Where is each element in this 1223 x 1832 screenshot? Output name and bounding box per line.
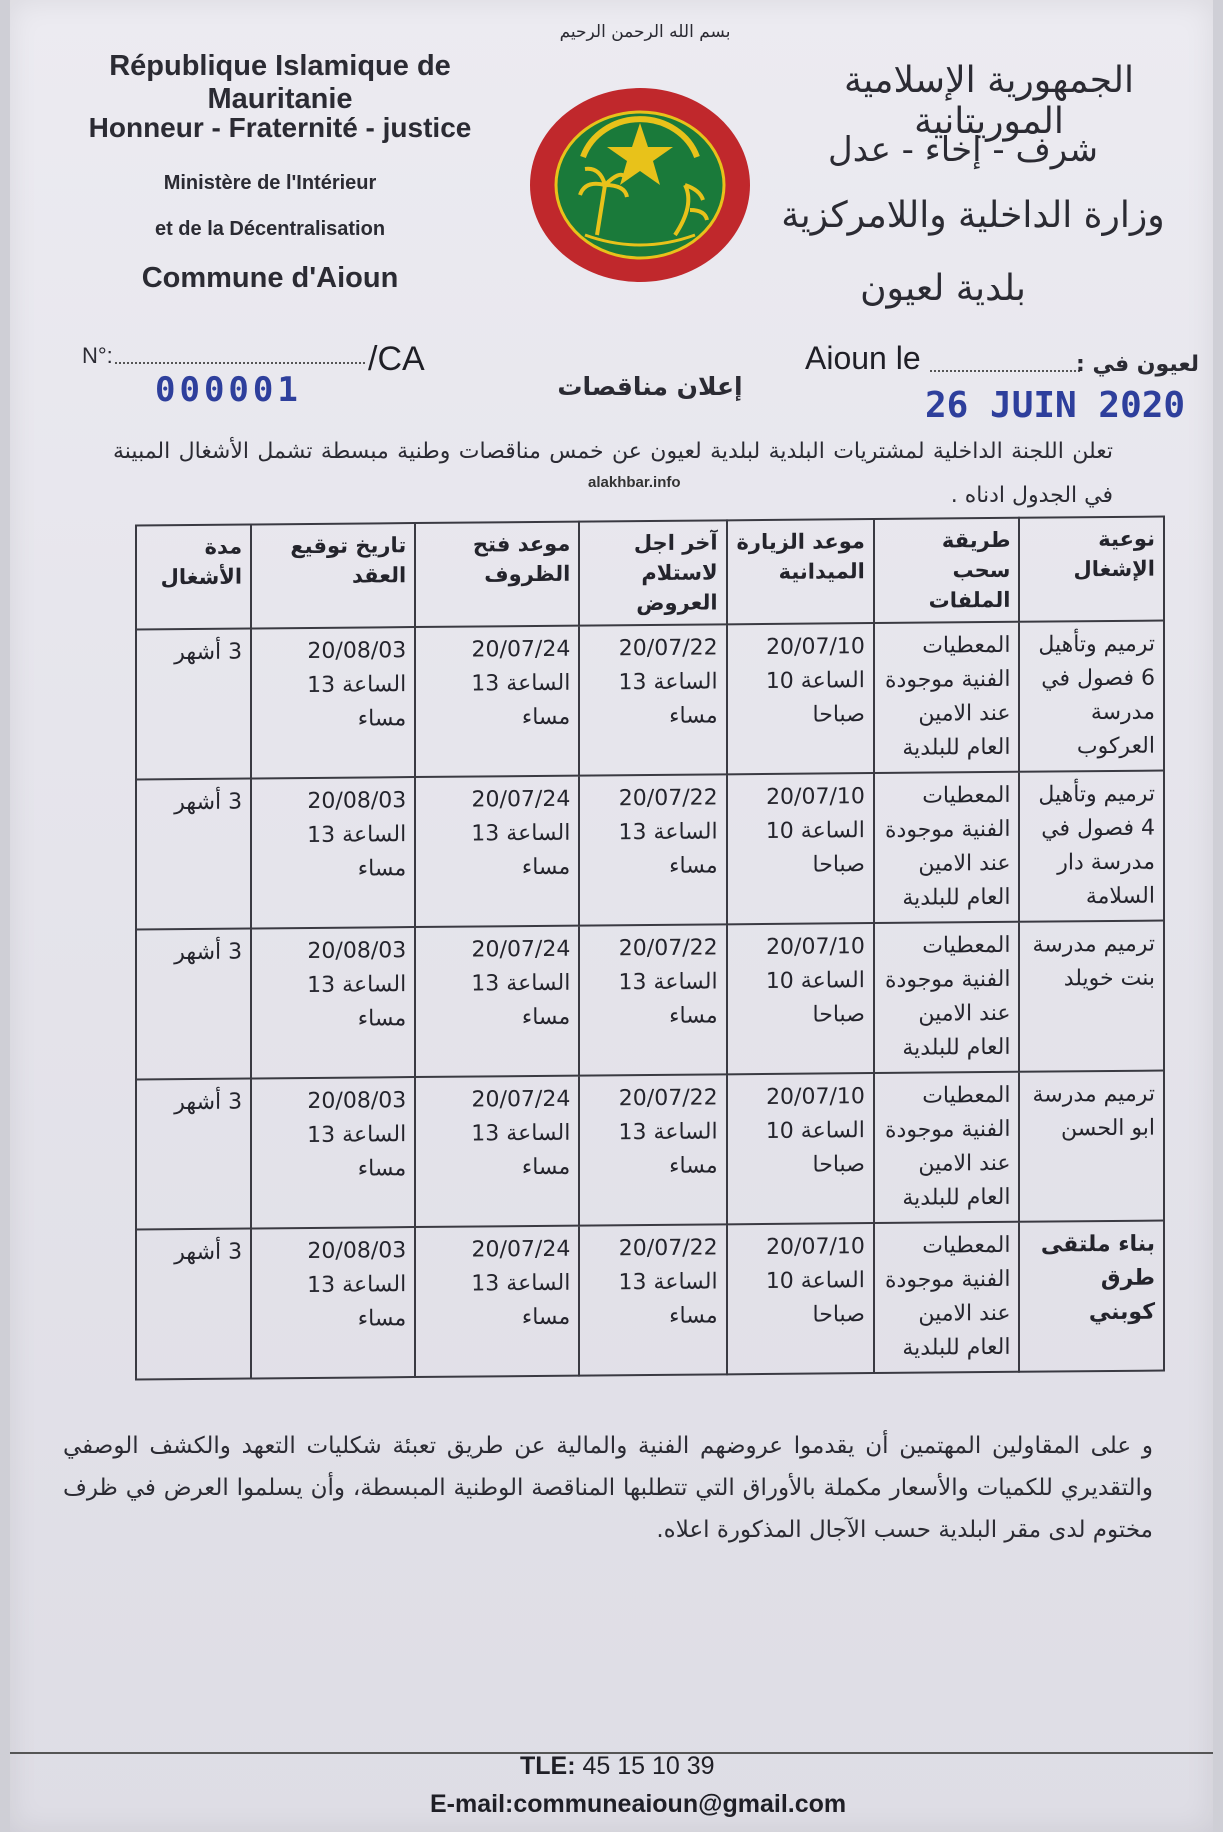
cell-work-duration: 3 أشهر	[136, 778, 251, 929]
phone-label: TLE:	[520, 1752, 576, 1780]
cell-site-visit: 20/07/10 الساعة 10 صباحا	[727, 1073, 874, 1224]
cell-site-visit: 20/07/10 الساعة 10 صباحا	[727, 923, 874, 1074]
national-seal-icon	[525, 85, 755, 285]
cell-site-visit: 20/07/10 الساعة 10 صباحا	[727, 1223, 874, 1374]
document-page	[10, 0, 1213, 1832]
cell-submission-deadline: 20/07/22 الساعة 13 مساء	[579, 774, 726, 925]
place-label-ar: لعيون في :	[1075, 352, 1199, 377]
table-header-row	[136, 517, 1164, 630]
cell-envelope-opening: 20/07/24 الساعة 13 مساء	[415, 926, 579, 1077]
header-work-duration: مدة الأشغال	[136, 524, 251, 629]
cell-contract-signing: 20/08/03 الساعة 13 مساء	[251, 1077, 415, 1228]
cell-site-visit: 20/07/10 الساعة 10 صباحا	[727, 623, 874, 774]
cell-work-type: بناء ملتقى طرق كوبني	[1019, 1221, 1164, 1372]
cell-work-type: ترميم مدرسة بنت خويلد	[1019, 921, 1164, 1072]
cell-file-method: المعطيات الفنية موجودة عند الامين العام للبلدية	[874, 1072, 1020, 1223]
intro-paragraph: تعلن اللجنة الداخلية لمشتريات البلدية لبلدية لعيون عن خمس مناقصات وطنية مبسطة تشمل الأشغال المبينة في الجدول ادناه .	[113, 439, 1113, 508]
ar-country-name: الجمهورية الإسلامية الموريتانية	[844, 60, 1134, 142]
header-work-type: نوعية الإشغال	[1019, 517, 1164, 622]
cell-work-type: ترميم وتأهيل 4 فصول في مدرسة دار السلامة	[1019, 771, 1164, 922]
watermark: alakhbar.info	[588, 474, 681, 491]
cell-work-duration: 3 أشهر	[136, 628, 251, 779]
cell-contract-signing: 20/08/03 الساعة 13 مساء	[251, 927, 415, 1078]
tenders-table	[135, 516, 1165, 1381]
cell-file-method: المعطيات الفنية موجودة عند الامين العام للبلدية	[874, 1222, 1020, 1373]
date-line	[930, 370, 1080, 372]
table-row	[136, 621, 1164, 780]
fr-motto: Honneur - Fraternité - justice	[88, 112, 472, 143]
header-file-method: طريقة سحب الملفات	[874, 518, 1020, 623]
cell-contract-signing: 20/08/03 الساعة 13 مساء	[251, 1227, 415, 1378]
header-submission-deadline: آخر اجل لاستلام العروض	[579, 520, 726, 625]
cell-file-method: المعطيات الفنية موجودة عند الامين العام للبلدية	[874, 922, 1020, 1073]
reference-number-line	[115, 362, 365, 364]
header-site-visit: موعد الزيارة الميدانية	[727, 519, 874, 624]
reference-suffix: /CA	[368, 340, 425, 378]
place-label-fr: Aioun le	[805, 340, 921, 376]
cell-submission-deadline: 20/07/22 الساعة 13 مساء	[579, 1074, 726, 1225]
fr-country-name: République Islamique de Mauritanie	[109, 50, 451, 115]
cell-file-method: المعطيات الفنية موجودة عند الامين العام للبلدية	[874, 622, 1020, 773]
reference-number-label: N°:	[82, 343, 113, 368]
ar-ministry: وزارة الداخلية واللامركزية	[781, 195, 1165, 236]
cell-envelope-opening: 20/07/24 الساعة 13 مساء	[415, 1076, 579, 1227]
closing-paragraph: و على المقاولين المهتمين أن يقدموا عروضهم الفنية والمالية عن طريق تعبئة شكليات التعهد والكشف الوصفي والتقديري للكميات والأسعار مكملة بالأوراق التي تتطلبها المناقصة الوطنية المبسطة، وأن يسلموا العرض في ظرف مختوم لدى مقر البلدية حسب الآجال المذكورة اعلاه.	[63, 1433, 1153, 1543]
header-contract-signing: تاريخ توقيع العقد	[251, 523, 415, 628]
table-row	[136, 921, 1164, 1080]
footer-phone	[520, 1752, 840, 1781]
cell-work-duration: 3 أشهر	[136, 1228, 251, 1379]
cell-submission-deadline: 20/07/22 الساعة 13 مساء	[579, 624, 726, 775]
header-envelope-opening: موعد فتح الظروف	[415, 522, 579, 627]
fr-ministry-line-1: Ministère de l'Intérieur	[163, 172, 377, 194]
table-row	[136, 1071, 1164, 1230]
date-stamp: 26 JUIN 2020	[925, 385, 1186, 426]
cell-envelope-opening: 20/07/24 الساعة 13 مساء	[415, 1226, 579, 1377]
email-address[interactable]: communeaioun@gmail.com	[513, 1790, 847, 1818]
ar-motto: شرف - إخاء - عدل	[828, 130, 1098, 170]
fr-commune-name: Commune d'Aioun	[141, 262, 399, 294]
cell-work-type: ترميم وتأهيل 6 فصول في مدرسة العركوب	[1019, 621, 1164, 772]
cell-work-duration: 3 أشهر	[136, 1078, 251, 1229]
cell-envelope-opening: 20/07/24 الساعة 13 مساء	[415, 626, 579, 777]
footer-email	[430, 1790, 890, 1819]
document-title: إعلان مناقصات	[557, 372, 743, 401]
email-label: E-mail:	[430, 1790, 514, 1818]
table-row	[136, 771, 1164, 930]
phone-number: 45 15 10 39	[582, 1752, 715, 1780]
ar-commune-name: بلدية لعيون	[860, 268, 1026, 309]
table-row	[136, 1221, 1164, 1380]
cell-submission-deadline: 20/07/22 الساعة 13 مساء	[579, 924, 726, 1075]
reference-number-stamp: 000001	[155, 370, 302, 410]
cell-site-visit: 20/07/10 الساعة 10 صباحا	[727, 773, 874, 924]
cell-file-method: المعطيات الفنية موجودة عند الامين العام للبلدية	[874, 772, 1020, 923]
cell-contract-signing: 20/08/03 الساعة 13 مساء	[251, 627, 415, 778]
cell-contract-signing: 20/08/03 الساعة 13 مساء	[251, 777, 415, 928]
cell-submission-deadline: 20/07/22 الساعة 13 مساء	[579, 1224, 726, 1375]
cell-work-duration: 3 أشهر	[136, 928, 251, 1079]
cell-envelope-opening: 20/07/24 الساعة 13 مساء	[415, 776, 579, 927]
cell-work-type: ترميم مدرسة ابو الحسن	[1019, 1071, 1164, 1222]
fr-ministry-line-2: et de la Décentralisation	[154, 218, 386, 240]
basmala: بسم الله الرحمن الرحيم	[559, 22, 731, 42]
